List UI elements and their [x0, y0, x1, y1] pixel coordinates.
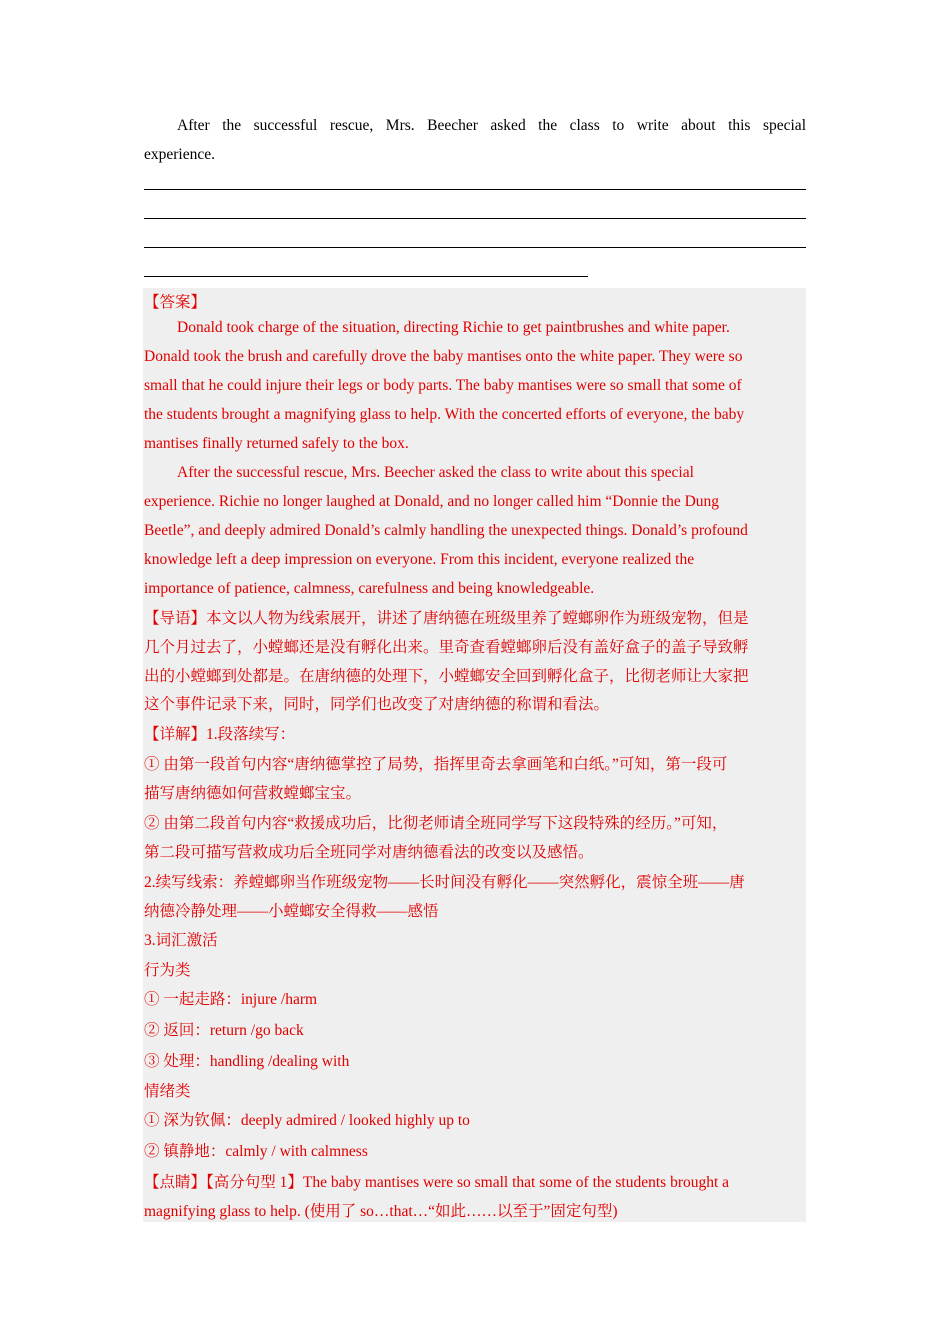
vocab-emotion-title: 情绪类: [144, 1083, 191, 1100]
guide-line: 【导语】本文以人物为线索展开，讲述了唐纳德在班级里养了螳螂卵作为班级宠物，但是: [144, 610, 749, 627]
answer-para1-line: mantises finally returned safely to the box.: [144, 435, 409, 452]
writing-line[interactable]: [144, 276, 588, 277]
vocab-emotion-item: ② 镇静地：calmly / with calmness: [144, 1143, 368, 1160]
answer-para1-line: the students brought a magnifying glass to help. With the concerted efforts of everyone, the baby: [144, 406, 745, 423]
answer-para1-line: Donald took the brush and carefully drove the baby mantises onto the white paper. They were so: [144, 348, 743, 365]
detail1-line: 描写唐纳德如何营救螳螂宝宝。: [144, 785, 362, 802]
answer-section: [143, 288, 806, 1222]
answer-para2-line: After the successful rescue, Mrs. Beecher asked the class to write about this special: [177, 464, 694, 481]
guide-line: 几个月过去了，小螳螂还是没有孵化出来。里奇查看螳螂卵后没有盖好盒子的盖子导致孵: [144, 639, 749, 656]
point-line: [144, 1168, 729, 1197]
clue-line: 纳德冷静处理——小螳螂安全得救——感悟: [144, 903, 439, 920]
answer-heading: 【答案】: [144, 294, 207, 311]
vocab-emotion-item: ① 深为钦佩：deeply admired / looked highly up to: [144, 1112, 470, 1129]
answer-para1-line: Donald took charge of the situation, directing Richie to get paintbrushes and white paper.: [177, 319, 730, 336]
point-label: 【点睛】【高分句型 1】: [144, 1174, 303, 1191]
point-line: magnifying glass to help. (使用了 so…that…“如此……以至于”固定句型): [144, 1203, 618, 1220]
vocab-title: 3.词汇激活: [144, 932, 218, 949]
answer-para2-line: knowledge left a deep impression on everyone. From this incident, everyone realized the: [144, 551, 695, 568]
writing-line[interactable]: [144, 189, 806, 190]
detail2-line: ② 由第二段首句内容“救援成功后，比彻老师请全班同学写下这段特殊的经历。”可知，: [144, 815, 728, 832]
writing-line[interactable]: [144, 218, 806, 219]
prompt-line-2: experience.: [144, 146, 215, 163]
detail-label: 【详解】: [144, 726, 207, 743]
vocab-action-title: 行为类: [144, 962, 191, 979]
answer-para1-line: small that he could injure their legs or body parts. The baby mantises were so small that some of: [144, 377, 742, 394]
guide-line: 这个事件记录下来，同时，同学们也改变了对唐纳德的称谓和看法。: [144, 696, 610, 713]
vocab-action-item: ③ 处理：handling /dealing with: [144, 1053, 350, 1070]
vocab-action-item: ② 返回：return /go back: [144, 1022, 304, 1039]
prompt-paragraph: [144, 111, 806, 140]
clue-line: 2.续写线索：养螳螂卵当作班级宠物——长时间没有孵化——突然孵化，震惊全班——唐: [144, 874, 745, 891]
guide-label: 【导语】: [144, 610, 207, 627]
detail-heading: [144, 720, 295, 749]
detail1-line: ① 由第一段首句内容“唐纳德掌控了局势，指挥里奇去拿画笔和白纸。”可知，第一段可: [144, 756, 728, 773]
writing-line[interactable]: [144, 247, 806, 248]
guide-line: 出的小螳螂到处都是。在唐纳德的处理下，小螳螂安全回到孵化盒子，比彻老师让大家把: [144, 668, 749, 685]
answer-para2-line: experience. Richie no longer laughed at Donald, and no longer called him “Donnie the Dung: [144, 493, 720, 510]
point-text: The baby mantises were so small that some of the students brought a: [302, 1174, 730, 1191]
prompt-line-1: After the successful rescue, Mrs. Beecher asked the class to write about this special: [177, 117, 806, 134]
vocab-action-item: ① 一起走路：injure /harm: [144, 991, 318, 1008]
detail2-line: 第二段可描写营救成功后全班同学对唐纳德看法的改变以及感悟。: [144, 844, 594, 861]
answer-para2-line: importance of patience, calmness, carefulness and being knowledgeable.: [144, 580, 595, 597]
detail-title: 1.段落续写：: [206, 726, 296, 743]
answer-para2-line: Beetle”, and deeply admired Donald’s calmly handling the unexpected things. Donald’s profound: [144, 522, 748, 539]
